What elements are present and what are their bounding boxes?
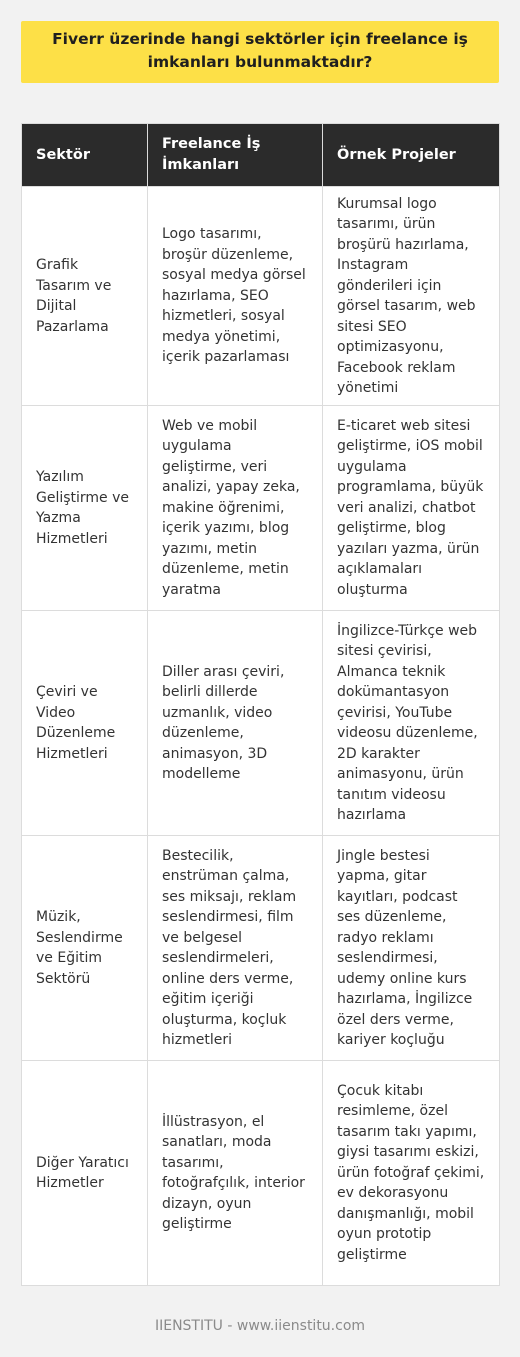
cell-opportunities: Bestecilik, enstrüman çalma, ses miksajı, reklam seslendirmesi, film ve belgesel seslendirmeleri, online ders verme, eğitim içeriği oluşturma, koçluk hizmetleri [148, 836, 323, 1061]
page-title: Fiverr üzerinde hangi sektörler için freelance iş imkanları bulunmaktadır? [21, 21, 499, 83]
cell-examples: İngilizce-Türkçe web sitesi çevirisi, Almanca teknik dokümantasyon çevirisi, YouTube videosu düzenleme, 2D karakter animasyonu, ürün tanıtım videosu hazırlama [323, 611, 500, 836]
cell-examples: Çocuk kitabı resimleme, özel tasarım takı yapımı, giysi tasarımı eskizi, ürün fotoğraf çekimi, ev dekorasyonu danışmanlığı, mobil oyun prototip geliştirme [323, 1061, 500, 1286]
cell-opportunities: İllüstrasyon, el sanatları, moda tasarımı, fotoğrafçılık, interior dizayn, oyun geliştirme [148, 1061, 323, 1286]
cell-examples: Kurumsal logo tasarımı, ürün broşürü hazırlama, Instagram gönderileri için görsel tasarım, web sitesi SEO optimizasyonu, Facebook reklam yönetimi [323, 187, 500, 406]
cell-examples: E-ticaret web sitesi geliştirme, iOS mobil uygulama programlama, büyük veri analizi, chatbot geliştirme, blog yazıları yazma, ürün açıklamaları oluşturma [323, 406, 500, 611]
cell-sector: Yazılım Geliştirme ve Yazma Hizmetleri [22, 406, 148, 611]
table-row [22, 187, 500, 406]
header-examples: Örnek Projeler [323, 124, 500, 187]
cell-sector: Müzik, Seslendirme ve Eğitim Sektörü [22, 836, 148, 1061]
sector-table [21, 123, 500, 1286]
header-opportunities: Freelance İş İmkanları [148, 124, 323, 187]
table-row [22, 836, 500, 1061]
table-header-row [22, 124, 500, 187]
cell-opportunities: Web ve mobil uygulama geliştirme, veri analizi, yapay zeka, makine öğrenimi, içerik yazımı, blog yazımı, metin düzenleme, metin yaratma [148, 406, 323, 611]
cell-sector: Çeviri ve Video Düzenleme Hizmetleri [22, 611, 148, 836]
table-row [22, 1061, 500, 1286]
cell-sector: Grafik Tasarım ve Dijital Pazarlama [22, 187, 148, 406]
table-row [22, 406, 500, 611]
cell-opportunities: Diller arası çeviri, belirli dillerde uzmanlık, video düzenleme, animasyon, 3D modelleme [148, 611, 323, 836]
header-sector: Sektör [22, 124, 148, 187]
cell-opportunities: Logo tasarımı, broşür düzenleme, sosyal medya görsel hazırlama, SEO hizmetleri, sosyal medya yönetimi, içerik pazarlaması [148, 187, 323, 406]
cell-sector: Diğer Yaratıcı Hizmetler [22, 1061, 148, 1286]
table-row [22, 611, 500, 836]
footer-credit: IIENSTITU - www.iienstitu.com [154, 1318, 366, 1334]
cell-examples: Jingle bestesi yapma, gitar kayıtları, podcast ses düzenleme, radyo reklamı seslendirmesi, udemy online kurs hazırlama, İngilizce özel ders verme, kariyer koçluğu [323, 836, 500, 1061]
